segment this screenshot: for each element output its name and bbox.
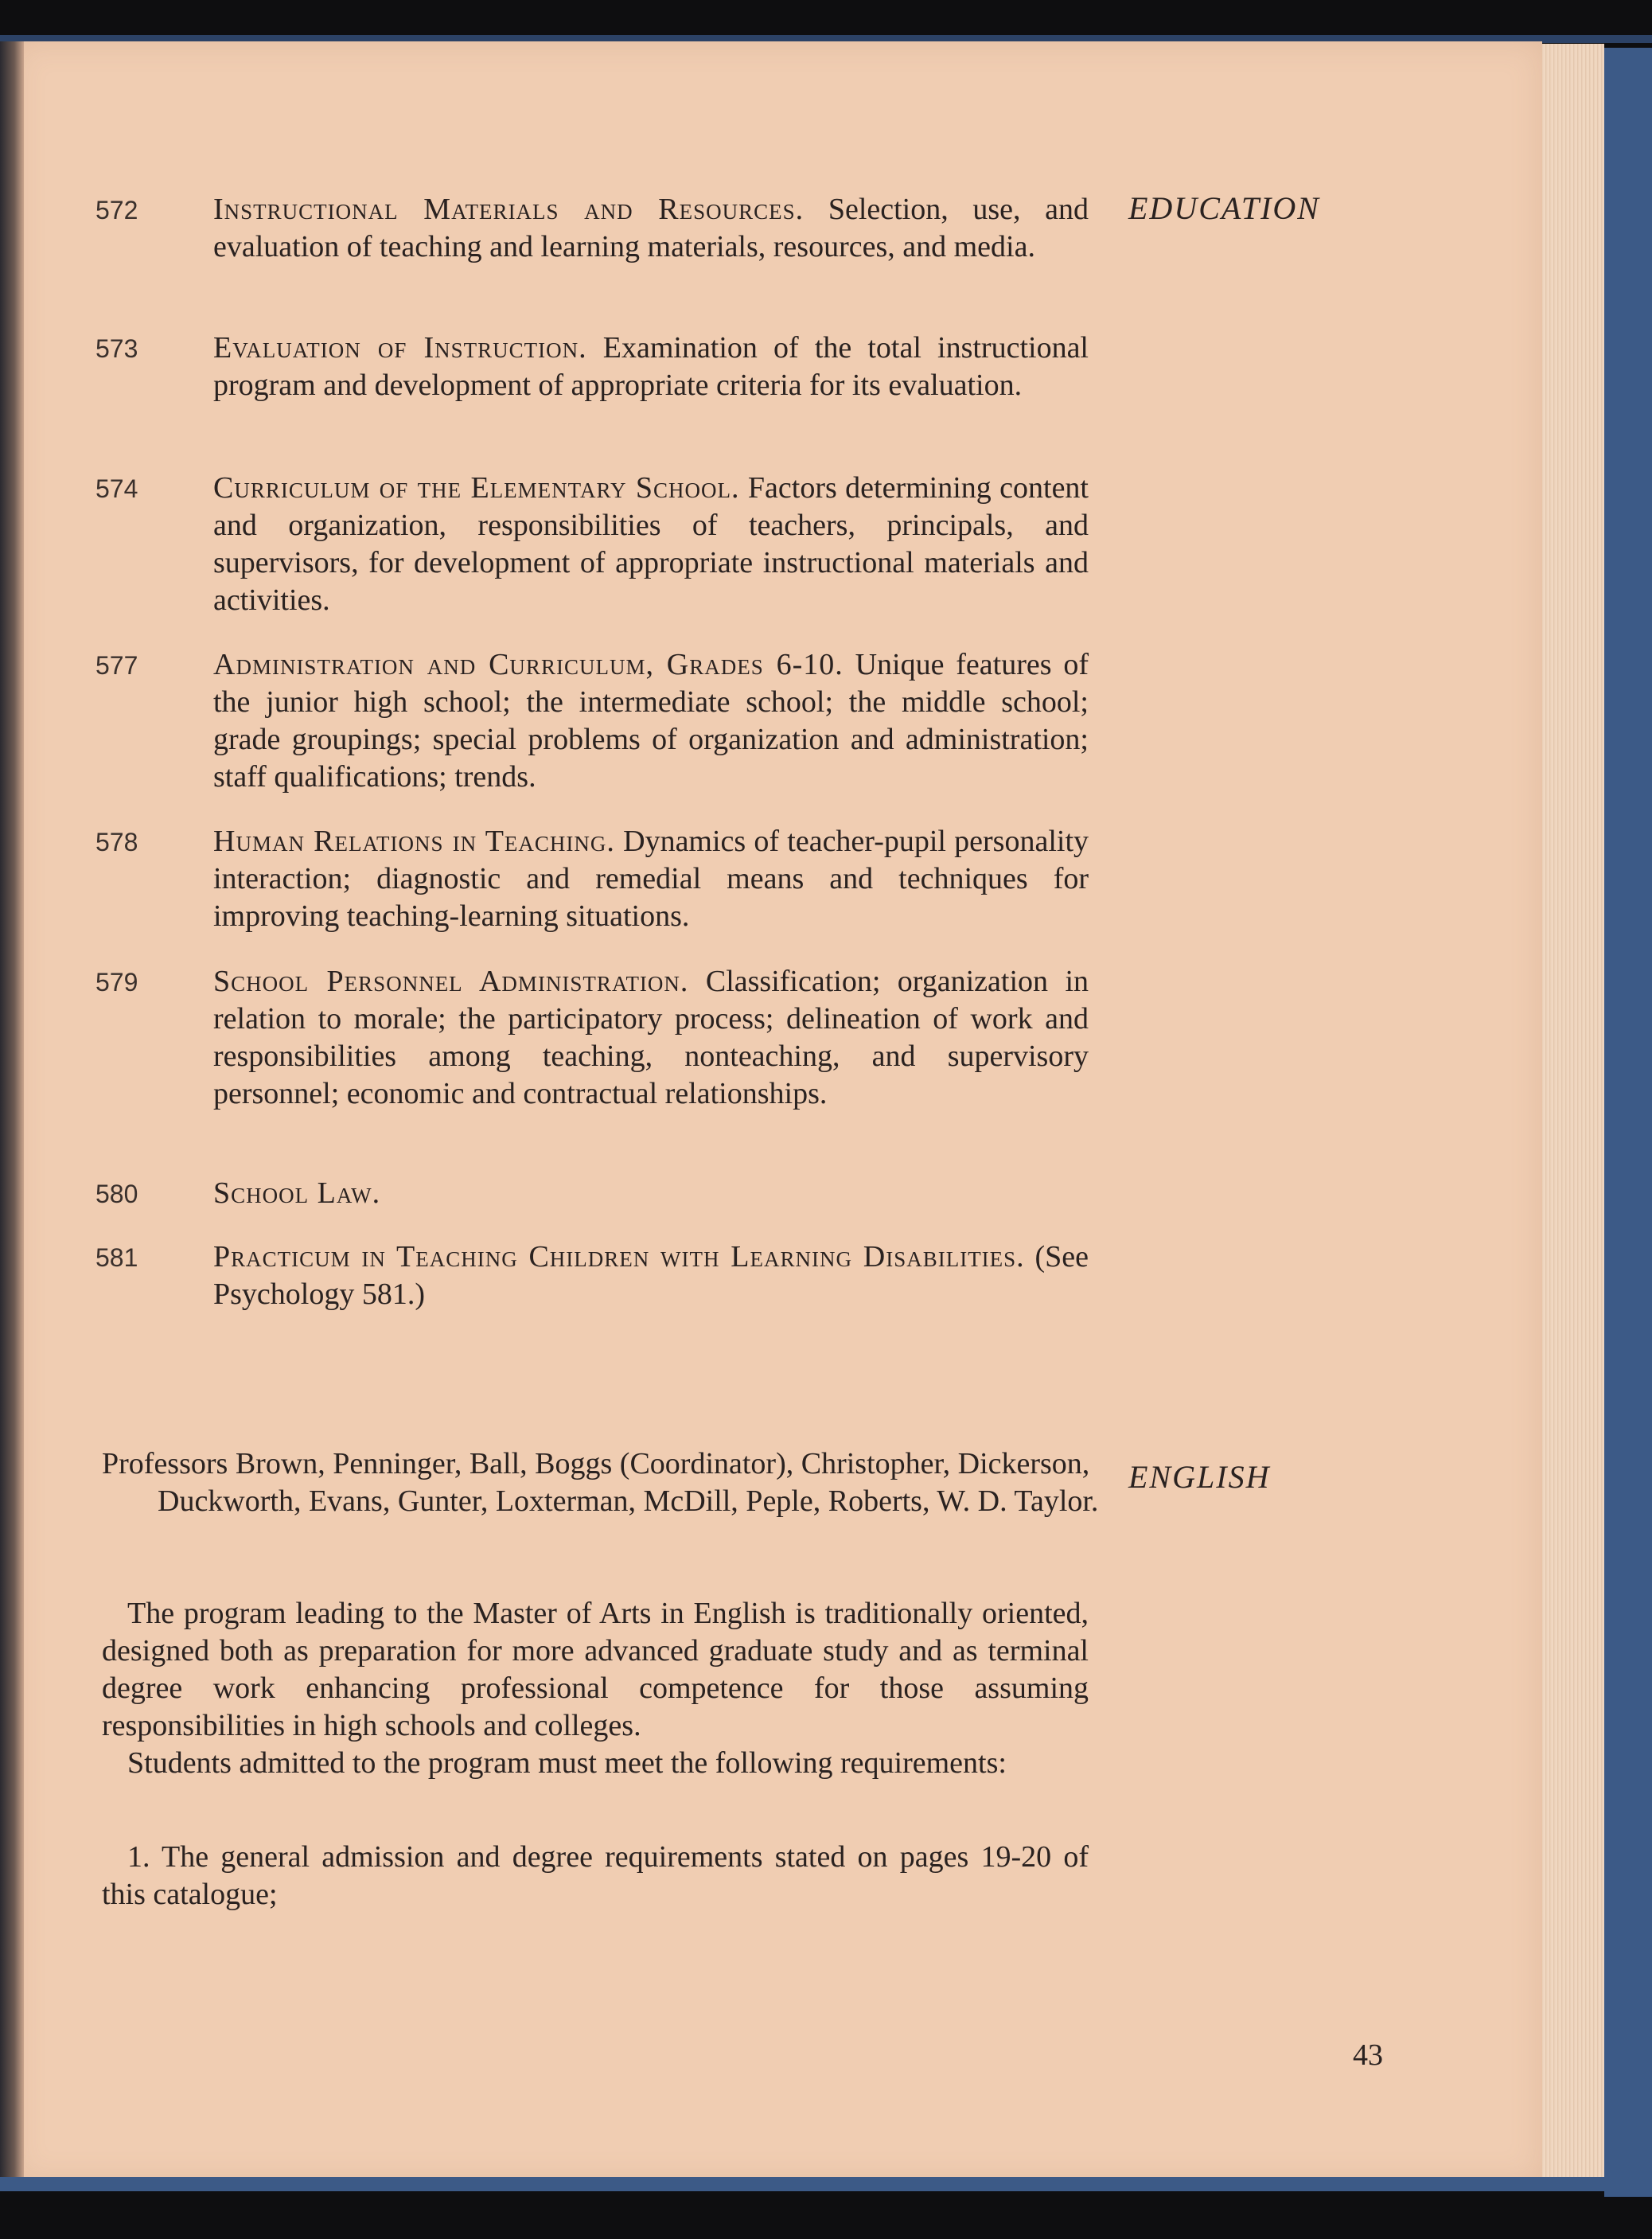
course-number: 579 [95, 968, 138, 997]
course-text [213, 646, 1089, 796]
course-number: 577 [95, 651, 138, 680]
section-heading-education: EDUCATION [1128, 190, 1320, 226]
requirement-item: 1. The general admission and degree requirements stated on pages 19-20 of this catalogue; [102, 1840, 1089, 1911]
course-text [213, 330, 1089, 404]
page-number: 43 [1353, 2038, 1383, 2072]
course-number: 572 [95, 196, 138, 224]
course-number: 573 [95, 334, 138, 363]
english-program-intro: The program leading to the Master of Arts in English is traditionally oriented, designed both as preparation for more advanced graduate study and as terminal degree work enhancing professional competence for those assuming responsibilities in high schools and colleges. [102, 1597, 1089, 1742]
course-number: 574 [95, 474, 138, 503]
course-text [213, 191, 1089, 266]
course-text [213, 1175, 1089, 1212]
course-title: Curriculum of the Elementary School. [213, 471, 740, 505]
course-number: 580 [95, 1180, 138, 1208]
course-title: Instructional Materials and Resources. [213, 193, 805, 226]
course-description: (See Psychology 581.) [213, 1240, 1089, 1311]
book-cover-right [1604, 48, 1652, 2197]
course-description: Examination of the total instructional program and development of appropriate criteria for its evaluation. [213, 331, 1089, 402]
english-faculty-list: Professors Brown, Penninger, Ball, Boggs (Coordinator), Christopher, Dickerson, Duckworth, Evans, Gunter, Loxterman, McDill, Peple, Roberts, W. D. Taylor. [102, 1447, 1099, 1518]
course-title: Human Relations in Teaching. [213, 825, 615, 858]
course-description: Factors determining content and organization, responsibilities of teachers, principals, and supervisors, for development of appropriate instructional materials and activities. [213, 471, 1089, 617]
course-title: Practicum in Teaching Children with Learning Disabilities. [213, 1240, 1025, 1274]
course-text [213, 1238, 1089, 1313]
course-text [213, 823, 1089, 935]
course-number: 578 [95, 828, 138, 856]
course-description: Dynamics of teacher-pupil personality interaction; diagnostic and remedial means and techniques for improving teaching-learning situations. [213, 825, 1089, 933]
course-text [213, 963, 1089, 1113]
section-heading-english: ENGLISH [1128, 1459, 1271, 1495]
course-description: Unique features of the junior high school; the intermediate school; the middle school; grade groupings; special problems of organization and administration; staff qualifications; trends. [213, 648, 1089, 794]
course-title: Evaluation of Instruction. [213, 331, 587, 365]
page-edges [1542, 44, 1604, 2185]
course-title: School Personnel Administration. [213, 965, 689, 998]
english-requirements-lead: Students admitted to the program must meet the following requirements: [127, 1746, 1007, 1780]
book-cover-bottom [0, 2177, 1652, 2191]
course-description: Classification; organization in relation to morale; the participatory process; delineation of work and responsibilities among teaching, nonteaching, and supervisory personnel; economic and contractual relationships. [213, 965, 1089, 1110]
course-title: Administration and Curriculum, Grades 6-10. [213, 648, 844, 681]
course-description: Selection, use, and evaluation of teaching and learning materials, resources, and media. [213, 193, 1089, 263]
course-number: 581 [95, 1243, 138, 1272]
book-spine [0, 41, 24, 2182]
course-title: School Law. [213, 1176, 381, 1210]
course-text [213, 470, 1089, 619]
